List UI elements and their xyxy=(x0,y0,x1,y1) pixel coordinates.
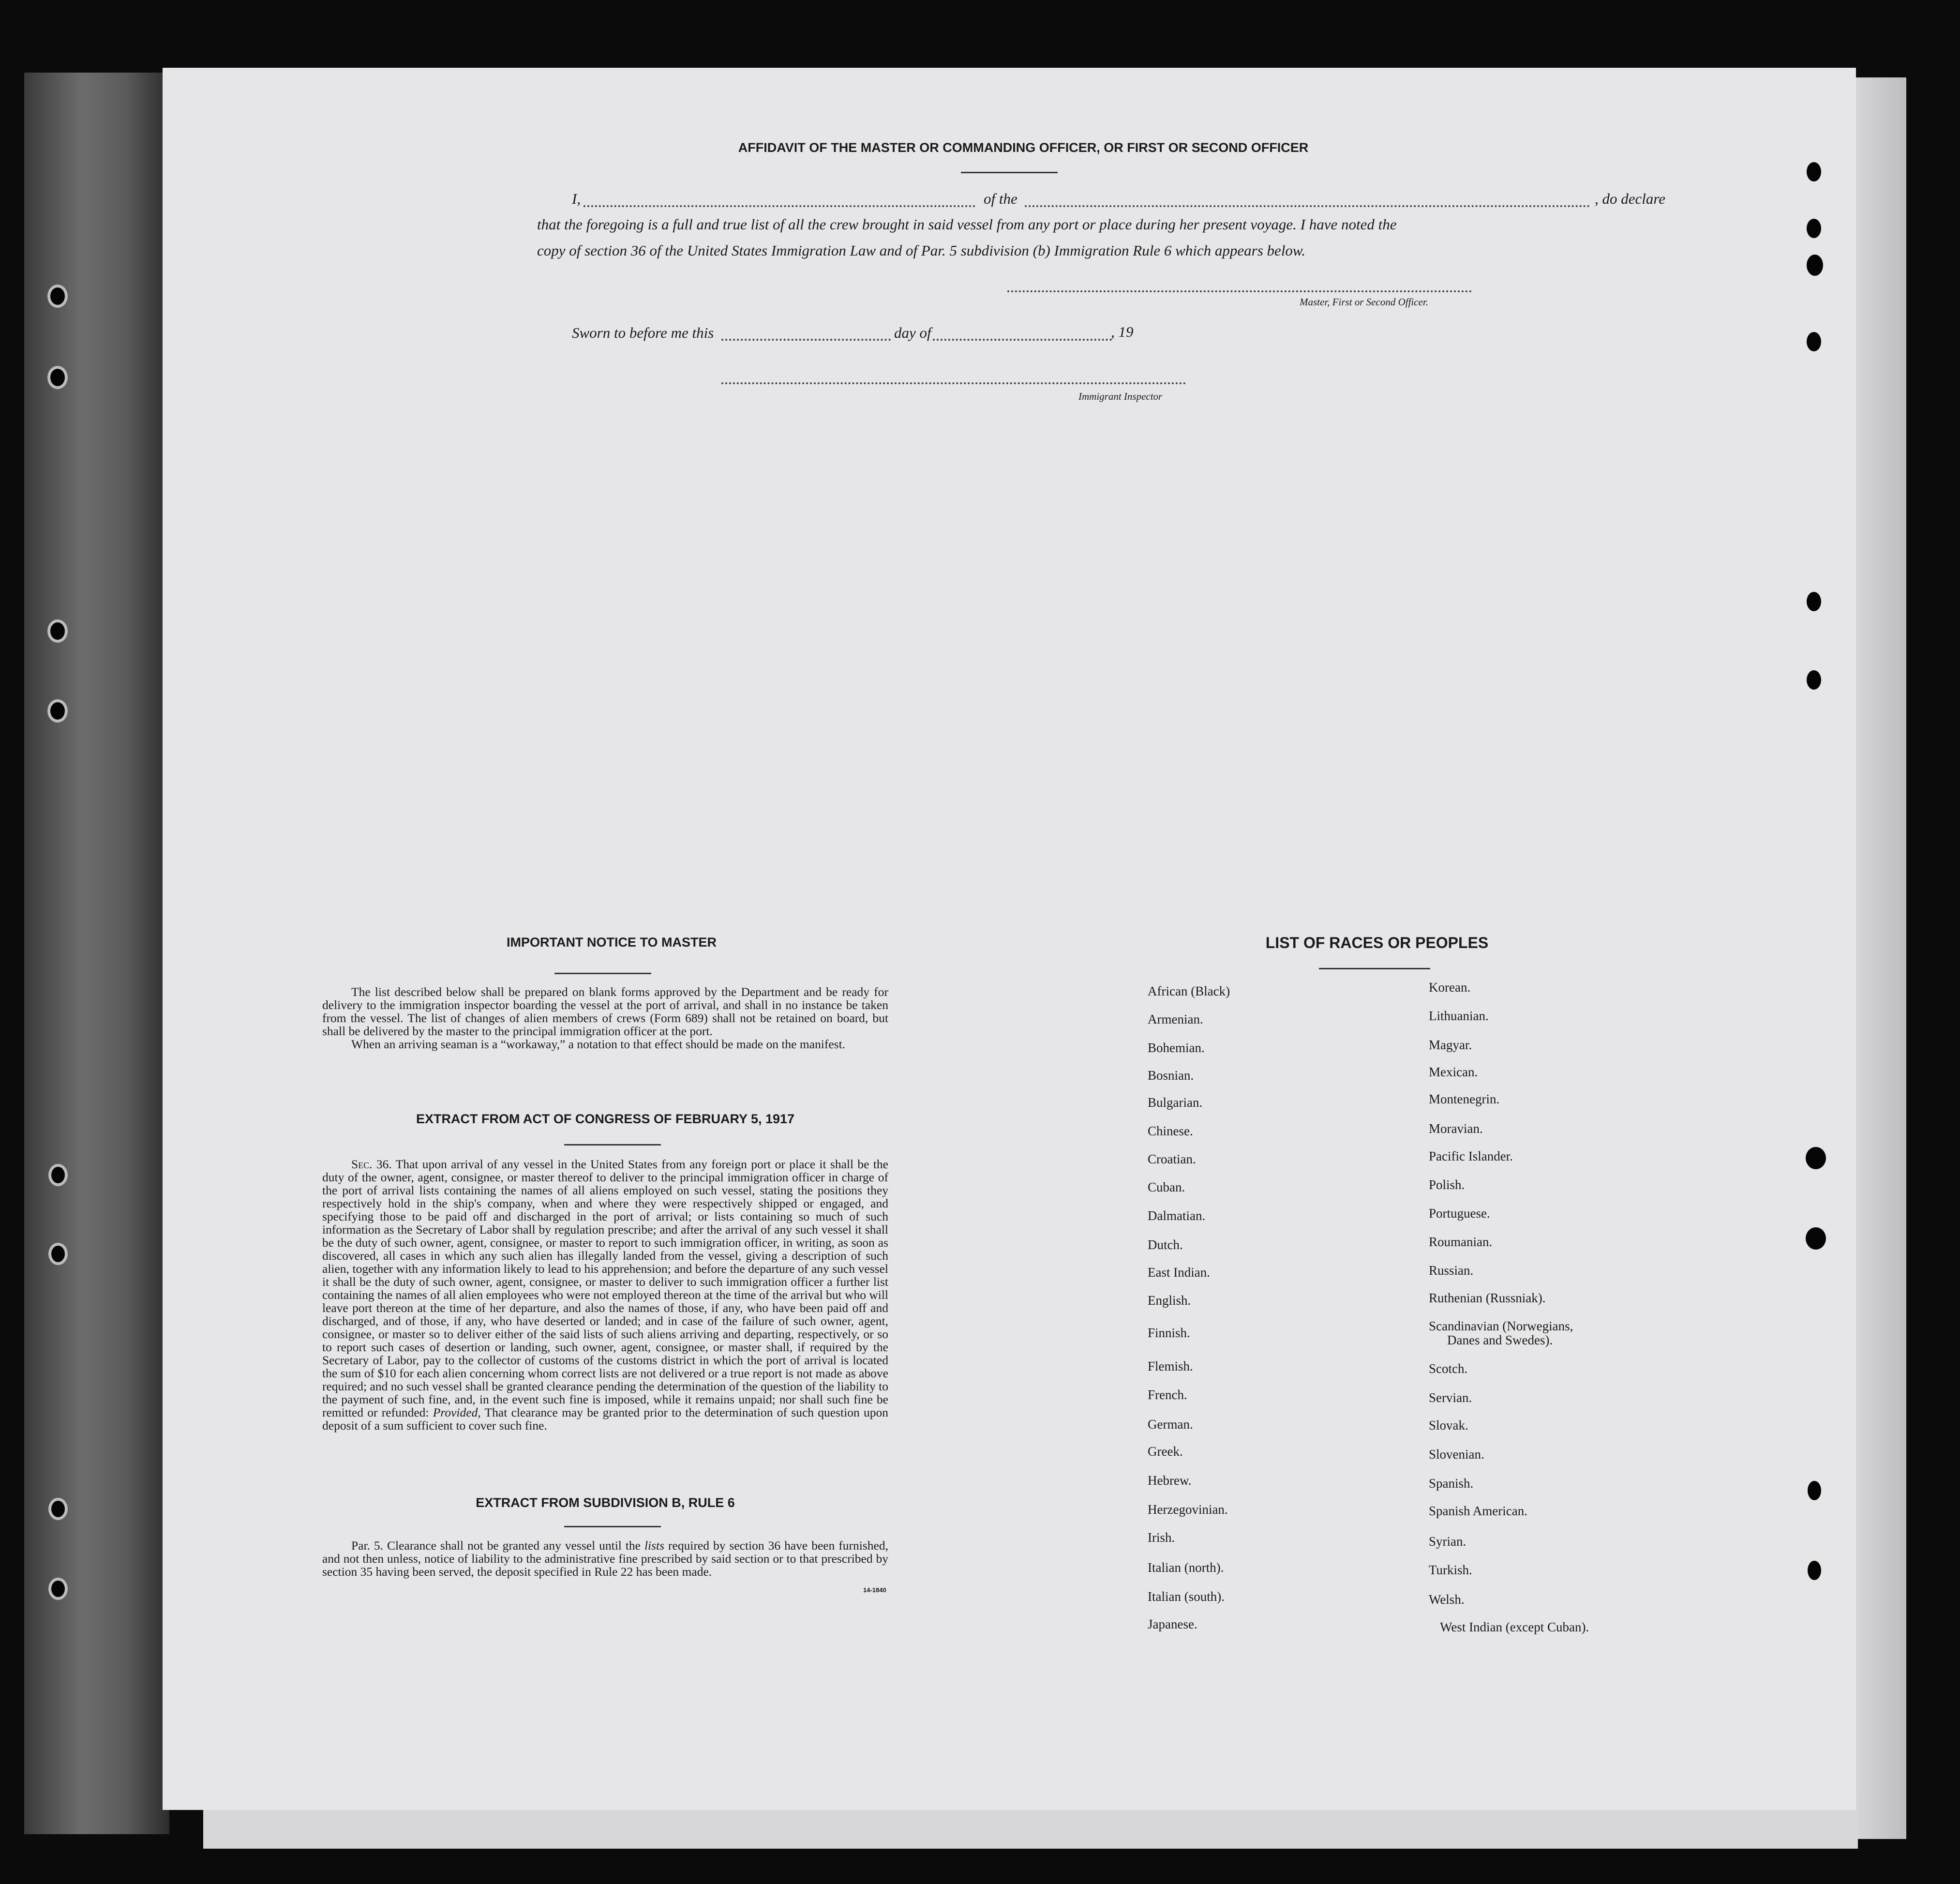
race-entry: Montenegrin. xyxy=(1429,1092,1500,1106)
day-of-label: day of xyxy=(894,324,931,341)
punch-hole xyxy=(1807,255,1823,276)
section-body-end: That clearance may be granted prior to the determination of such question upon deposit of a sum sufficient to cover such fine. xyxy=(322,1405,889,1432)
binder-hole xyxy=(47,699,68,723)
race-entry: Roumanian. xyxy=(1429,1235,1493,1249)
form-number: 14-1840 xyxy=(863,1586,886,1594)
race-entry: German. xyxy=(1148,1417,1193,1432)
race-entry: French. xyxy=(1148,1387,1187,1402)
race-entry: Spanish. xyxy=(1429,1476,1474,1491)
race-entry: Korean. xyxy=(1429,980,1471,995)
race-entry: Hebrew. xyxy=(1148,1473,1192,1488)
affidavit-title: AFFIDAVIT OF THE MASTER OR COMMANDING OFFICER, OR FIRST OR SECOND OFFICER xyxy=(738,140,1309,155)
affidavit-line-3: copy of section 36 of the United States Immigration Law and of Par. 5 subdivision (b) Immigration Rule 6 which appears below. xyxy=(537,242,1306,259)
punch-hole xyxy=(1806,1227,1826,1250)
punch-hole xyxy=(1807,670,1821,690)
binder-hole xyxy=(47,619,68,643)
race-entry: East Indian. xyxy=(1148,1265,1210,1280)
title-rule xyxy=(961,172,1058,173)
year-label: , 19 xyxy=(1111,323,1134,340)
notice-title: IMPORTANT NOTICE TO MASTER xyxy=(507,935,717,950)
binder-hole xyxy=(48,1578,68,1600)
race-entry: Bulgarian. xyxy=(1148,1095,1203,1110)
race-entry: Finnish. xyxy=(1148,1326,1190,1340)
races-right-column xyxy=(1429,68,1767,1810)
binder-hole xyxy=(47,285,68,308)
declarant-name-line[interactable] xyxy=(584,205,975,207)
signature-caption: Master, First or Second Officer. xyxy=(1300,296,1428,308)
notice-paragraph-2: When an arriving seaman is a “workaway,” a notation to that effect should be made on the manifest. xyxy=(351,1037,846,1051)
race-entry: West Indian (except Cuban). xyxy=(1440,1620,1589,1634)
manifest-page xyxy=(163,68,1856,1810)
sworn-day-line[interactable] xyxy=(721,339,891,341)
race-entry: Dalmatian. xyxy=(1148,1208,1206,1223)
race-entry: Ruthenian (Russniak). xyxy=(1429,1291,1546,1305)
race-entry: Slovak. xyxy=(1429,1418,1468,1432)
binder-edge xyxy=(24,73,169,1834)
binder-hole xyxy=(48,1498,68,1520)
inspector-signature-line[interactable] xyxy=(721,382,1186,384)
race-entry: Turkish. xyxy=(1429,1563,1472,1577)
binder-hole xyxy=(48,1243,68,1265)
race-entry: Syrian. xyxy=(1429,1534,1466,1549)
race-entry: Mexican. xyxy=(1429,1065,1478,1079)
rule-rule xyxy=(564,1526,661,1527)
declare-label: , do declare xyxy=(1595,190,1666,207)
race-entry: Magyar. xyxy=(1429,1038,1472,1052)
notice-paragraph-1: The list described below shall be prepared on blank forms approved by the Department and be ready for delivery to the immigration inspector boarding the vessel at the port of arrival, and shall in no instance be taken from the vessel. The list of changes of alien members of crews (Form 689) shall not be retained on board, but shall be delivered by the master to the principal immigration officer at the port. xyxy=(322,985,888,1038)
race-entry: Polish. xyxy=(1429,1177,1465,1192)
par-5-text xyxy=(322,1539,888,1578)
race-entry: Dutch. xyxy=(1148,1237,1183,1252)
binder-hole xyxy=(47,366,68,389)
punch-hole xyxy=(1808,1561,1821,1580)
race-entry: Spanish American. xyxy=(1429,1504,1527,1518)
section-label: Sec. 36. xyxy=(351,1157,392,1171)
act-extract-body xyxy=(322,1158,888,1432)
sworn-label: Sworn to before me this xyxy=(572,324,714,341)
punch-hole xyxy=(1807,219,1821,238)
race-entry: Scandinavian (Norwegians, xyxy=(1429,1319,1573,1333)
race-entry: Croatian. xyxy=(1148,1152,1196,1166)
punch-hole xyxy=(1807,592,1821,611)
race-entry: Scotch. xyxy=(1429,1361,1468,1376)
race-entry: Italian (south). xyxy=(1148,1589,1225,1604)
race-entry: Irish. xyxy=(1148,1530,1175,1545)
act-rule xyxy=(564,1144,661,1145)
race-entry: Cuban. xyxy=(1148,1180,1185,1194)
act-extract-title: EXTRACT FROM ACT OF CONGRESS OF FEBRUARY 5, 1917 xyxy=(416,1112,795,1126)
race-entry: Danes and Swedes). xyxy=(1447,1333,1553,1347)
race-entry: Pacific Islander. xyxy=(1429,1149,1513,1163)
binder-hole xyxy=(48,1164,68,1186)
sworn-month-line[interactable] xyxy=(933,339,1112,341)
race-entry: Servian. xyxy=(1429,1390,1472,1405)
provided-label: Provided, xyxy=(433,1405,481,1419)
race-entry: Moravian. xyxy=(1429,1121,1483,1136)
races-title: LIST OF RACES OR PEOPLES xyxy=(1265,934,1489,951)
race-entry: African (Black) xyxy=(1148,984,1230,998)
punch-hole xyxy=(1806,1147,1826,1169)
inspector-caption: Immigrant Inspector xyxy=(1078,391,1163,402)
notice-body xyxy=(322,985,888,1051)
race-entry: Japanese. xyxy=(1148,1617,1197,1631)
race-entry: Russian. xyxy=(1429,1263,1474,1278)
section-36-text xyxy=(322,1158,888,1432)
race-entry: Flemish. xyxy=(1148,1359,1193,1373)
race-entry: Herzegovinian. xyxy=(1148,1502,1228,1517)
rule-extract-body xyxy=(322,1539,888,1578)
notice-rule xyxy=(554,973,651,974)
race-entry: Lithuanian. xyxy=(1429,1009,1489,1023)
punch-hole xyxy=(1807,162,1821,181)
race-entry: Italian (north). xyxy=(1148,1560,1224,1575)
race-entry: English. xyxy=(1148,1293,1191,1308)
race-entry: Bohemian. xyxy=(1148,1040,1205,1055)
par-5-start: Par. 5. Clearance shall not be granted any vessel until the xyxy=(351,1538,641,1552)
declarant-label: I, xyxy=(572,190,581,207)
race-entry: Portuguese. xyxy=(1429,1206,1490,1221)
rule-extract-title: EXTRACT FROM SUBDIVISION B, RULE 6 xyxy=(476,1495,735,1510)
race-entry: Welsh. xyxy=(1429,1592,1465,1607)
punch-hole xyxy=(1808,1481,1821,1500)
vessel-label: of the xyxy=(984,190,1017,207)
affidavit-line-2: that the foregoing is a full and true list of all the crew brought in said vessel from any port or place during her present voyage. I have noted the xyxy=(537,216,1397,233)
par-5-end: required by section 36 have been furnished, and not then unless, notice of liability to the administrative fine prescribed by said section or to that prescribed by section 35 having been served, the deposit specified in Rule 22 has been made. xyxy=(322,1538,888,1579)
section-body: That upon arrival of any vessel in the United States from any foreign port or place it shall be the duty of the owner, agent, consignee, or master thereof to deliver to the principal immigration officer in charge of the port of arrival lists containing the names of all aliens employed on such vessel, stating the positions they respectively hold in the ship's company, when and where they were respectively shipped or engaged, and specifying those to be paid off and discharged in the port of arrival; or lists containing so much of such information as the Secretary of Labor shall by regulation prescribe; and after the arrival of any such vessel it shall be the duty of such owner, agent, consignee, or master to report to such immigration officer, in writing, as soon as discovered, all cases in which any such alien has illegally landed from the vessel, giving a description of such alien, together with any information likely to lead to his apprehension; and before the departure of any such vessel it shall be the duty of such owner, agent, consignee, or master to deliver to such immigration officer a further list containing the names of all alien employees who were not employed thereon at the time of the arrival but who will leave port thereon at the time of her departure, and also the names of those, if any, who have been paid off and discharged, and of those, if any, who have deserted or landed; and in case of the failure of such owner, agent, consignee, or master so to deliver either of the said lists of such aliens arriving and departing, respectively, or so to report such cases of desertion or landing, such owner, agent, consignee, or master shall, if required by the Secretary of Labor, pay to the collector of customs of the customs district in which the port of arrival is located the sum of $10 for each alien concerning whom correct lists are not delivered or a true report is not made as above required; and no such vessel shall be granted clearance pending the determination of the question of the liability to the payment of such fine, and, in the event such fine is imposed, while it remains unpaid; nor shall such fine be remitted or refunded: xyxy=(322,1157,888,1419)
races-left-column xyxy=(1148,68,1438,1810)
race-entry: Greek. xyxy=(1148,1444,1183,1459)
lists-word: lists xyxy=(644,1538,665,1552)
race-entry: Slovenian. xyxy=(1429,1447,1484,1462)
punch-hole xyxy=(1807,332,1821,351)
race-entry: Armenian. xyxy=(1148,1012,1203,1026)
race-entry: Bosnian. xyxy=(1148,1068,1194,1083)
race-entry: Chinese. xyxy=(1148,1124,1193,1138)
